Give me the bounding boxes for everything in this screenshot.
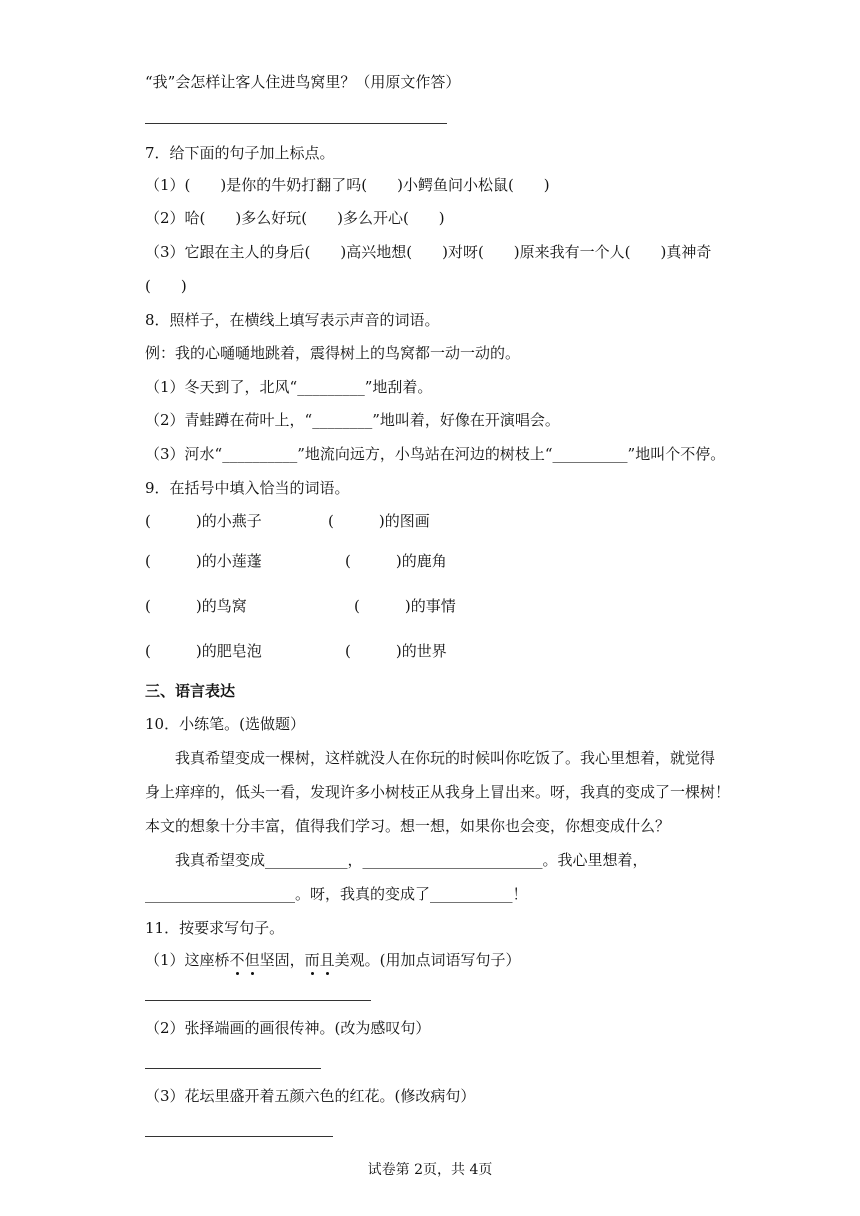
- q9-blank-2a: ( )的小莲蓬: [145, 552, 262, 570]
- q10-fill-line-1[interactable]: 我真希望变成___________，________________________。我心里想着，: [175, 851, 648, 869]
- emphasis-dot-char: 但: [244, 951, 260, 969]
- q7-sentence-1: （1）( )是你的牛奶打翻了吗( )小鳄鱼问小松鼠( ): [145, 176, 550, 194]
- q11-sentence-2: （2）张择端画的画很传神。(改为感叹句）: [145, 1019, 431, 1037]
- q11-title: 11．按要求写句子。: [145, 919, 285, 937]
- q7-sentence-3: （3）它跟在主人的身后( )高兴地想( )对呀( )原来我有一个人( )真神奇: [145, 243, 712, 261]
- q6-answer-line[interactable]: [145, 123, 447, 124]
- page-footer: 试卷第 2页，共 4页: [367, 1162, 493, 1178]
- q8-sentence-2: （2）青蛙蹲在荷叶上，“________”地叫着，好像在开演唱会。: [145, 411, 560, 429]
- q8-title: 8．照样子，在横线上填写表示声音的词语。: [145, 311, 440, 329]
- q10-passage-line-2: 身上痒痒的，低头一看，发现许多小树枝正从我身上冒出来。呀，我真的变成了一棵树！: [145, 783, 731, 801]
- q8-example: 例：我的心嗵嗵地跳着，震得树上的鸟窝都一动一动的。: [145, 344, 521, 362]
- emphasis-dot-char: 且: [319, 951, 335, 969]
- q11-s1-mid: 坚固，: [259, 951, 305, 969]
- emphasis-dot-char: 不: [229, 951, 245, 969]
- emphasis-dot-char: 而: [304, 951, 320, 969]
- q10-title: 10．小练笔。(选做题）: [145, 715, 305, 733]
- q9-blank-3b: ( )的事情: [354, 597, 456, 615]
- q11-sentence-3: （3）花坛里盛开着五颜六色的红花。(修改病句）: [145, 1087, 476, 1105]
- q11-answer-line-2[interactable]: [145, 1068, 321, 1069]
- q7-sentence-3-cont: ( ): [145, 277, 187, 295]
- q11-s1-post: 美观。(用加点词语写句子）: [334, 951, 521, 969]
- q11-sentence-1: [145, 950, 520, 970]
- q9-blank-1a: ( )的小燕子: [145, 512, 262, 530]
- q11-answer-line-3[interactable]: [145, 1136, 333, 1137]
- q9-blank-3a: ( )的鸟窝: [145, 597, 247, 615]
- q11-s1-pre: （1）这座桥: [145, 951, 230, 969]
- q10-passage-line-1: 我真希望变成一棵树，这样就没人在你玩的时候叫你吃饭了。我心里想着，就觉得: [175, 749, 716, 767]
- q9-blank-4b: ( )的世界: [345, 642, 447, 660]
- q9-blank-4a: ( )的肥皂泡: [145, 642, 262, 660]
- q11-answer-line-1[interactable]: [145, 1000, 371, 1001]
- q9-title: 9．在括号中填入恰当的词语。: [145, 479, 350, 497]
- q9-blank-1b: ( )的图画: [328, 512, 430, 530]
- q7-sentence-2: （2）哈( )多么好玩( )多么开心( ): [145, 209, 445, 227]
- q8-sentence-1: （1）冬天到了，北风“_________”地刮着。: [145, 378, 433, 396]
- q9-blank-2b: ( )的鹿角: [345, 552, 447, 570]
- section-3-heading: 三、语言表达: [145, 682, 236, 700]
- q8-sentence-3: （3）河水“__________”地流向远方，小鸟站在河边的树枝上“__________”地叫个不停。: [145, 445, 726, 463]
- q10-fill-line-2[interactable]: ____________________。呀，我真的变成了___________！: [145, 885, 528, 903]
- q10-passage-line-3: 本文的想象十分丰富，值得我们学习。想一想，如果你也会变，你想变成什么？: [145, 817, 671, 835]
- q6-question-tail: “我”会怎样让客人住进鸟窝里？（用原文作答）: [145, 73, 461, 91]
- q7-title: 7．给下面的句子加上标点。: [145, 144, 335, 162]
